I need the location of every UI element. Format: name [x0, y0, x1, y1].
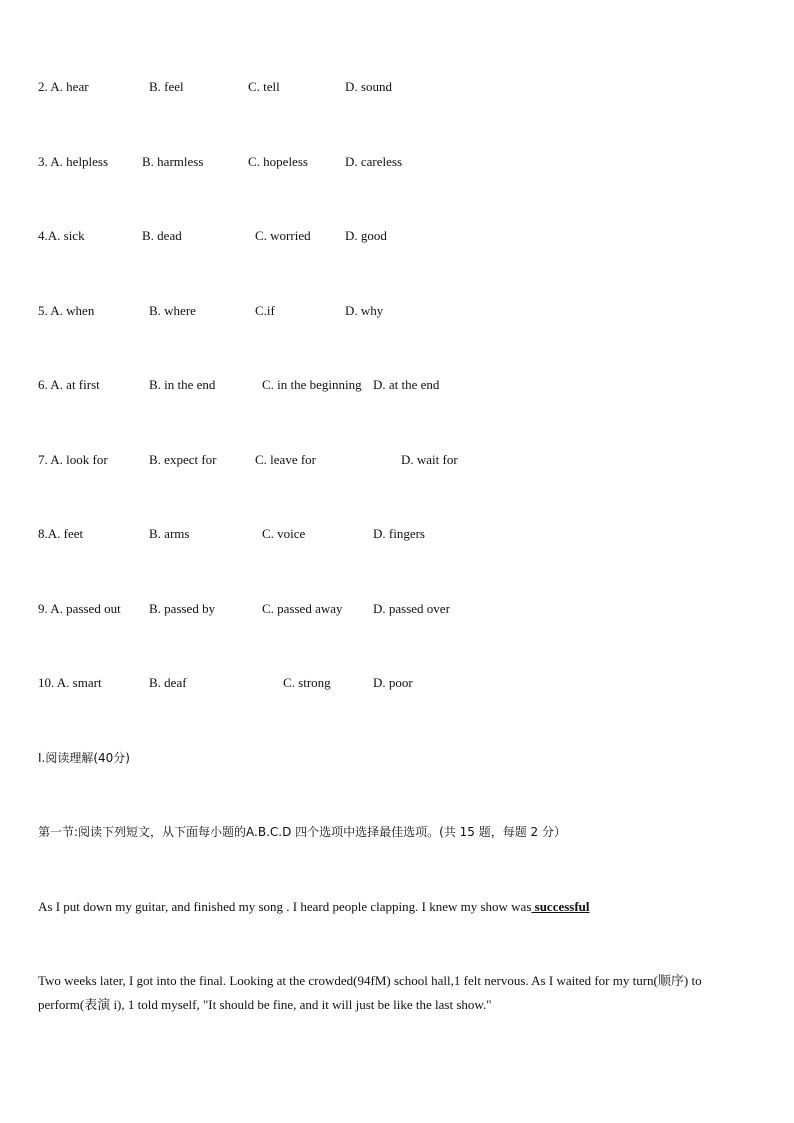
option-a: 5. A. when	[38, 303, 95, 318]
option-b: B. dead	[142, 228, 182, 243]
option-a: 9. A. passed out	[38, 601, 121, 616]
option-a: 3. A. helpless	[38, 154, 109, 169]
option-c: C. leave for	[255, 452, 317, 467]
option-b: B. feel	[149, 79, 184, 94]
option-b: B. arms	[149, 526, 190, 541]
option-a: 7. A. look for	[38, 452, 108, 467]
option-d: D. why	[345, 303, 384, 318]
option-d: D. fingers	[373, 526, 425, 541]
option-a: 2. A. hear	[38, 79, 89, 94]
option-d: D. at the end	[373, 377, 440, 392]
option-b: B. passed by	[149, 601, 216, 616]
option-b: B. where	[149, 303, 196, 318]
option-b: B. deaf	[149, 675, 187, 690]
passage-paragraph-2: Two weeks later, I got into the final. Looking at the crowded(94fM) school hall,1 felt nervous. As I waited for my turn(顺序) to perform(表演 i), 1 told myself, "It should be fine, and it will just be like the last show."	[38, 973, 702, 1012]
option-d: D. careless	[345, 154, 403, 169]
option-a: 4.A. sick	[38, 228, 85, 243]
option-c: C. passed away	[262, 601, 343, 616]
passage-paragraph-1-text: As I put down my guitar, and finished my song . I heard people clapping. I knew my show was	[38, 899, 532, 914]
passage-paragraph-1	[38, 895, 760, 919]
option-a: 10. A. smart	[38, 675, 102, 690]
option-d: D. wait for	[401, 452, 458, 467]
emphasized-word: successful	[531, 899, 590, 914]
option-d: D. poor	[373, 675, 413, 690]
option-c: C. hopeless	[248, 154, 308, 169]
option-b: B. expect for	[149, 452, 217, 467]
section-instruction: 第一节:阅读下列短文，从下面每小题的A.B.C.D 四个选项中选择最佳选项。(共 15 题，每题 2 分）	[38, 825, 566, 839]
option-c: C. voice	[262, 526, 306, 541]
option-d: D. good	[345, 228, 387, 243]
option-d: D. sound	[345, 79, 392, 94]
option-a: 8.A. feet	[38, 526, 84, 541]
option-d: D. passed over	[373, 601, 450, 616]
option-c: C. worried	[255, 228, 311, 243]
section-heading: I.阅读理解(40分)	[38, 751, 130, 765]
option-c: C. in the beginning	[262, 377, 362, 392]
option-c: C.if	[255, 303, 275, 318]
option-c: C. tell	[248, 79, 280, 94]
option-a: 6. A. at first	[38, 377, 100, 392]
option-b: B. in the end	[149, 377, 216, 392]
option-b: B. harmless	[142, 154, 204, 169]
option-c: C. strong	[283, 675, 331, 690]
